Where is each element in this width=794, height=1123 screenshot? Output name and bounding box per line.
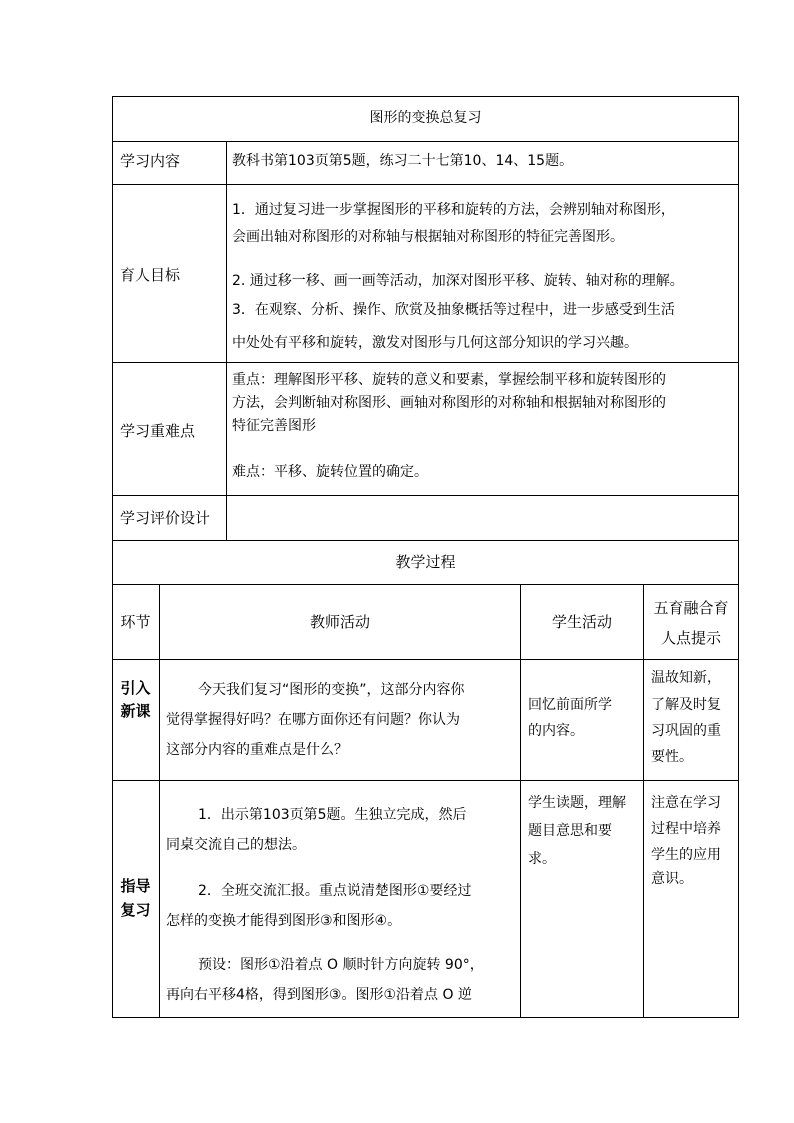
row-divider bbox=[112, 184, 739, 185]
hint-text: 学生的应用 bbox=[651, 847, 721, 863]
row-divider bbox=[112, 659, 739, 660]
teacher-text: 2．全班交流汇报。重点说清楚图形①要经过 bbox=[198, 883, 472, 899]
key-points-label: 学习重难点 bbox=[120, 422, 196, 440]
stage-label: 复习 bbox=[120, 901, 151, 919]
teacher-text: 1．出示第103页第5题。生独立完成，然后 bbox=[198, 807, 467, 823]
hint-text: 习巩固的重 bbox=[651, 723, 721, 739]
goals-line: 3．在观察、分析、操作、欣赏及抽象概括等过程中，进一步感受到生活 bbox=[232, 302, 675, 318]
key-points-line: 特征完善图形 bbox=[232, 418, 316, 434]
teacher-text: 今天我们复习“图形的变换”，这部分内容你 bbox=[198, 682, 465, 698]
goals-label: 育人目标 bbox=[120, 266, 181, 284]
header-hint: 人点提示 bbox=[660, 629, 721, 647]
goals-line: 中处处有平移和旋转，激发对图形与几何这部分知识的学习兴趣。 bbox=[232, 335, 638, 351]
teacher-column-divider bbox=[520, 584, 521, 1018]
student-column-divider bbox=[643, 584, 644, 1018]
student-text: 题目意思和要 bbox=[528, 823, 612, 839]
stage-label: 新课 bbox=[120, 702, 151, 720]
goals-line: 会画出轴对称图形的对称轴与根据轴对称图形的特征完善图形。 bbox=[232, 229, 624, 245]
hint-text: 温故知新， bbox=[651, 670, 721, 686]
student-text: 回忆前面所学 bbox=[528, 697, 612, 713]
row-divider bbox=[112, 495, 739, 496]
row-divider bbox=[112, 362, 739, 363]
stage-label: 指导 bbox=[120, 877, 151, 895]
table-border-bottom bbox=[112, 1017, 739, 1018]
key-points-line: 重点：理解图形平移、旋转的意义和要素，掌握绘制平移和旋转图形的 bbox=[232, 372, 666, 388]
teacher-text: 再向右平移4格，得到图形③。图形①沿着点 O 逆 bbox=[166, 987, 472, 1003]
header-stage: 环节 bbox=[120, 613, 151, 631]
hint-text: 要性。 bbox=[651, 749, 693, 765]
table-border-top bbox=[112, 96, 739, 97]
hint-text: 注意在学习 bbox=[651, 795, 721, 811]
document-title: 图形的变换总复习 bbox=[369, 110, 482, 126]
hint-text: 过程中培养 bbox=[651, 821, 721, 837]
evaluation-label: 学习评价设计 bbox=[120, 509, 211, 527]
row-divider bbox=[112, 584, 739, 585]
goals-line: 1．通过复习进一步掌握图形的平移和旋转的方法，会辨别轴对称图形， bbox=[232, 202, 675, 218]
student-text: 学生读题，理解 bbox=[528, 795, 626, 811]
teacher-text: 这部分内容的重难点是什么？ bbox=[166, 742, 348, 758]
stage-column-divider bbox=[159, 584, 160, 1018]
process-title: 教学过程 bbox=[395, 553, 456, 571]
key-points-line: 方法，会判断轴对称图形、画轴对称图形的对称轴和根据轴对称图形的 bbox=[232, 395, 666, 411]
header-teacher: 教师活动 bbox=[309, 613, 370, 631]
teacher-text: 预设：图形①沿着点 O 顺时针方向旋转 90°， bbox=[198, 957, 484, 973]
hint-text: 意识。 bbox=[651, 871, 693, 887]
teacher-text: 同桌交流自己的想法。 bbox=[166, 837, 306, 853]
header-hint: 五育融合育 bbox=[653, 599, 729, 617]
row-divider bbox=[112, 141, 739, 142]
goals-line: 2. 通过移一移、画一画等活动，加深对图形平移、旋转、轴对称的理解。 bbox=[232, 273, 684, 289]
label-column-divider bbox=[226, 141, 227, 540]
student-text: 的内容。 bbox=[528, 723, 584, 739]
content-text: 教科书第103页第5题，练习二十七第10、14、15题。 bbox=[232, 153, 574, 169]
hint-text: 了解及时复 bbox=[651, 697, 721, 713]
header-student: 学生活动 bbox=[551, 613, 612, 631]
teacher-text: 怎样的变换才能得到图形③和图形④。 bbox=[166, 913, 402, 929]
row-divider bbox=[112, 780, 739, 781]
content-label: 学习内容 bbox=[120, 152, 181, 170]
row-divider bbox=[112, 540, 739, 541]
key-points-line: 难点：平移、旋转位置的确定。 bbox=[232, 464, 428, 480]
stage-label: 引入 bbox=[120, 679, 151, 697]
teacher-text: 觉得掌握得好吗？在哪方面你还有问题？你认为 bbox=[166, 712, 460, 728]
student-text: 求。 bbox=[528, 851, 556, 867]
